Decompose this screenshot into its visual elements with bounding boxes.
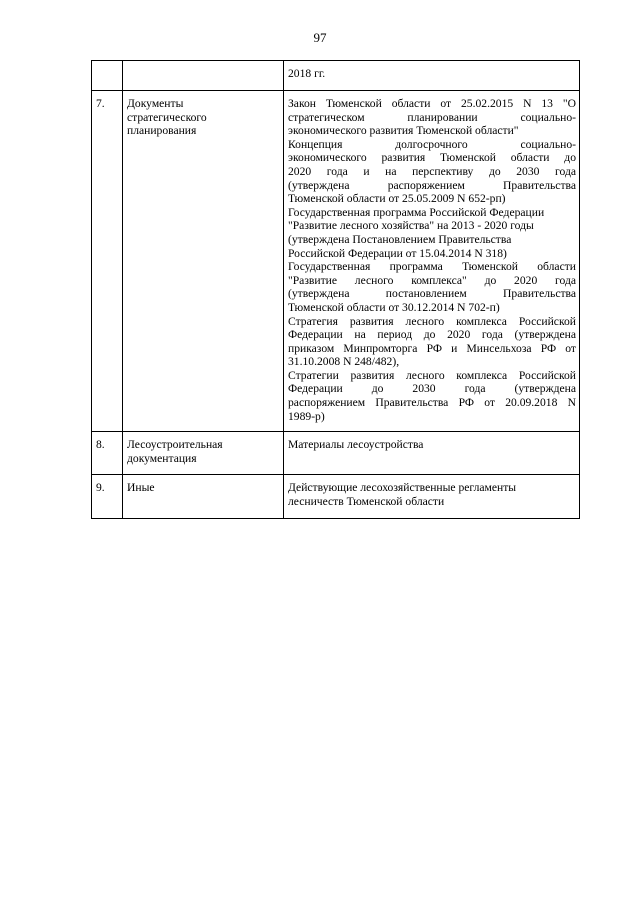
source-line: Государственная программа Тюменской области [288,260,576,274]
source-line: (утверждена распоряжением Правительства [288,178,576,192]
row-name-cell [123,61,284,91]
table-row-7 [92,91,580,432]
row-source-cell [284,432,580,475]
source-line: распоряжением Правительства РФ от 20.09.2018 N [288,396,576,410]
row-source-cell [284,91,580,432]
name-line: стратегического [127,110,207,124]
name-line: Документы [127,97,184,110]
source-line: экономического развития Тюменской области до [288,151,576,165]
source-line: Тюменской области от 30.12.2014 N 702-п) [288,300,500,314]
row-number-cell: 9. [92,475,123,518]
source-line: "Развитие лесного хозяйства" на 2013 - 2020 годы [288,219,534,233]
name-line: планирования [127,124,197,138]
source-line: экономического развития Тюменской области" [288,124,519,138]
row-number-cell: 8. [92,432,123,475]
row-number-cell: 7. [92,91,123,432]
row-source-cell [284,475,580,518]
page-number: 97 [313,30,327,45]
source-line: 31.10.2008 N 248/482), [288,355,400,369]
name-line: Иные [127,481,155,495]
row-name-cell [123,91,284,432]
source-line: Государственная программа Российской Федерации [288,205,545,219]
source-line: 1989-р) [288,409,325,423]
row-source-cell: 2018 гг. [284,61,580,91]
source-line: Федерации на период до 2020 года (утверждена [288,328,576,342]
source-line: Концепция долгосрочного социально- [288,137,576,151]
source-line: (утверждена постановлением Правительства [288,287,576,301]
name-line: документация [127,451,197,465]
source-line: Российской Федерации от 15.04.2014 N 318) [288,246,507,260]
source-line: Стратегии развития лесного комплекса Российской [288,368,576,382]
source-line: приказом Минпромторга РФ и Минсельхоза РФ от [288,341,576,355]
source-line: Закон Тюменской области от 25.02.2015 N 13 "О [288,97,576,110]
row-name-cell [123,432,284,475]
source-line: Материалы лесоустройства [288,438,424,452]
source-line: Федерации до 2030 года (утверждена [288,382,576,396]
source-line: "Развитие лесного комплекса" до 2020 года [288,273,576,287]
source-line: лесничеств Тюменской области [288,495,445,509]
source-line: стратегическом планировании социально- [288,110,576,124]
source-line: Действующие лесохозяйственные регламенты [288,481,517,495]
document-table [91,60,580,519]
source-line: Тюменской области от 25.05.2009 N 652-рп) [288,192,506,206]
table-row-9 [92,475,580,518]
table-row-continuation [92,61,580,91]
source-line: Стратегия развития лесного комплекса Российской [288,314,576,328]
name-line: Лесоустроительная [127,438,223,452]
source-line: 2020 года и на перспективу до 2030 года [288,164,576,178]
table-row-8 [92,432,580,475]
row-number-cell [92,61,123,91]
source-line: (утверждена Постановлением Правительства [288,232,512,246]
row-name-cell [123,475,284,518]
